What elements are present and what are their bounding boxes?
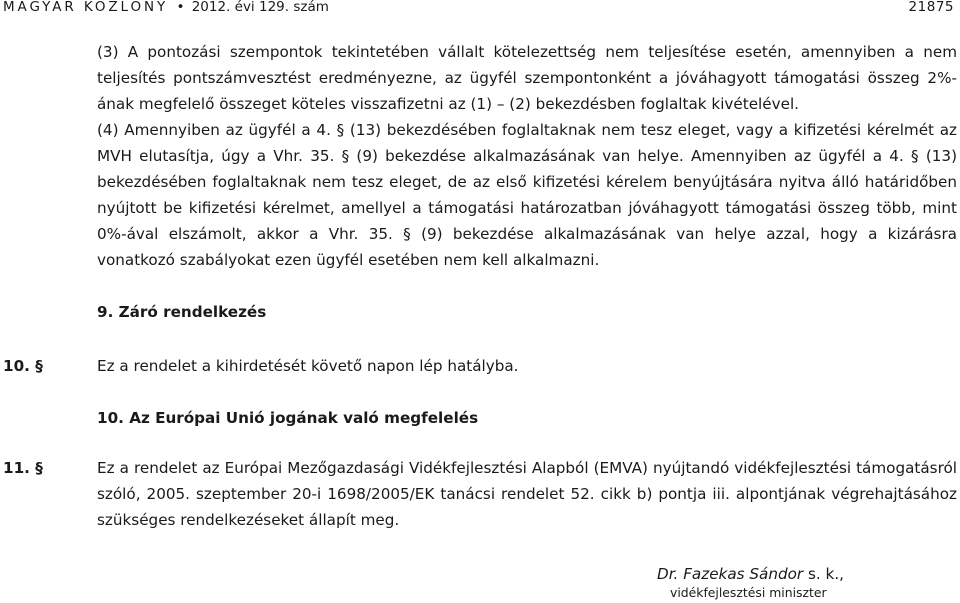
page-header [0, 0, 960, 20]
signatory-suffix: s. k., [803, 565, 845, 583]
section-heading-closing: 9. Záró rendelkezés [97, 303, 267, 321]
section-11-text: Ez a rendelet az Európai Mezőgazdasági Vidékfejlesztési Alapból (EMVA) nyújtandó vidékfejlesztési támogatásról szóló, 2005. szeptember 20-i 1698/2005/EK tanácsi rendelet 52. cikk b) pontja iii. alpontjának végrehajtásához szükséges rendelkezéseket állapít meg. [97, 459, 957, 529]
journal-title: MAGYAR KÖZLÖNY [3, 0, 169, 15]
issue-label: 2012. évi 129. szám [191, 0, 329, 15]
section-number-10: 10. § [3, 357, 43, 375]
signatory-title: vidékfejlesztési miniszter [670, 585, 827, 600]
page-number: 21875 [908, 0, 954, 15]
header-left [3, 0, 329, 15]
paragraph-4: (4) Amennyiben az ügyfél a 4. § (13) bekezdésében foglaltaknak nem tesz eleget, vagy a kifizetési kérelmét az MVH elutasítja, úgy a Vhr. 35. § (9) bekezdése alkalmazásának van helye. Amennyiben az ügyfél a 4. § (13) bekezdésében foglaltaknak nem tesz eleget, de az első kifizetési kérelem benyújtására nyitva álló határidőben nyújtott be kifizetési kérelmet, amellyel a támogatási határozatban jóváhagyott támogatási összeg több, mint 0%-ával elszámolt, akkor a Vhr. 35. § (9) bekezdése alkalmazásának van helye azzal, hogy a kizárásra vonatkozó szabályokat ezen ügyfél esetében nem kell alkalmazni. [97, 121, 957, 269]
section-number-11: 11. § [3, 459, 43, 477]
section-10-text: Ez a rendelet a kihirdetését követő napon lép hatályba. [97, 357, 519, 375]
header-bullet: • [176, 0, 185, 15]
signatory-name: Dr. Fazekas Sándor [657, 565, 804, 583]
section-heading-eu-compliance: 10. Az Európai Unió jogának való megfelelés [97, 409, 479, 427]
paragraph-3: (3) A pontozási szempontok tekintetében vállalt kötelezettség nem teljesítése esetén, amennyiben a nem teljesítés pontszámvesztést eredményezne, az ügyfél szempontonként a jóváhagyott támogatási összeg 2%-ának megfelelő összeget köteles visszafizetni az (1) – (2) bekezdésben foglaltak kivételével. [97, 43, 957, 113]
